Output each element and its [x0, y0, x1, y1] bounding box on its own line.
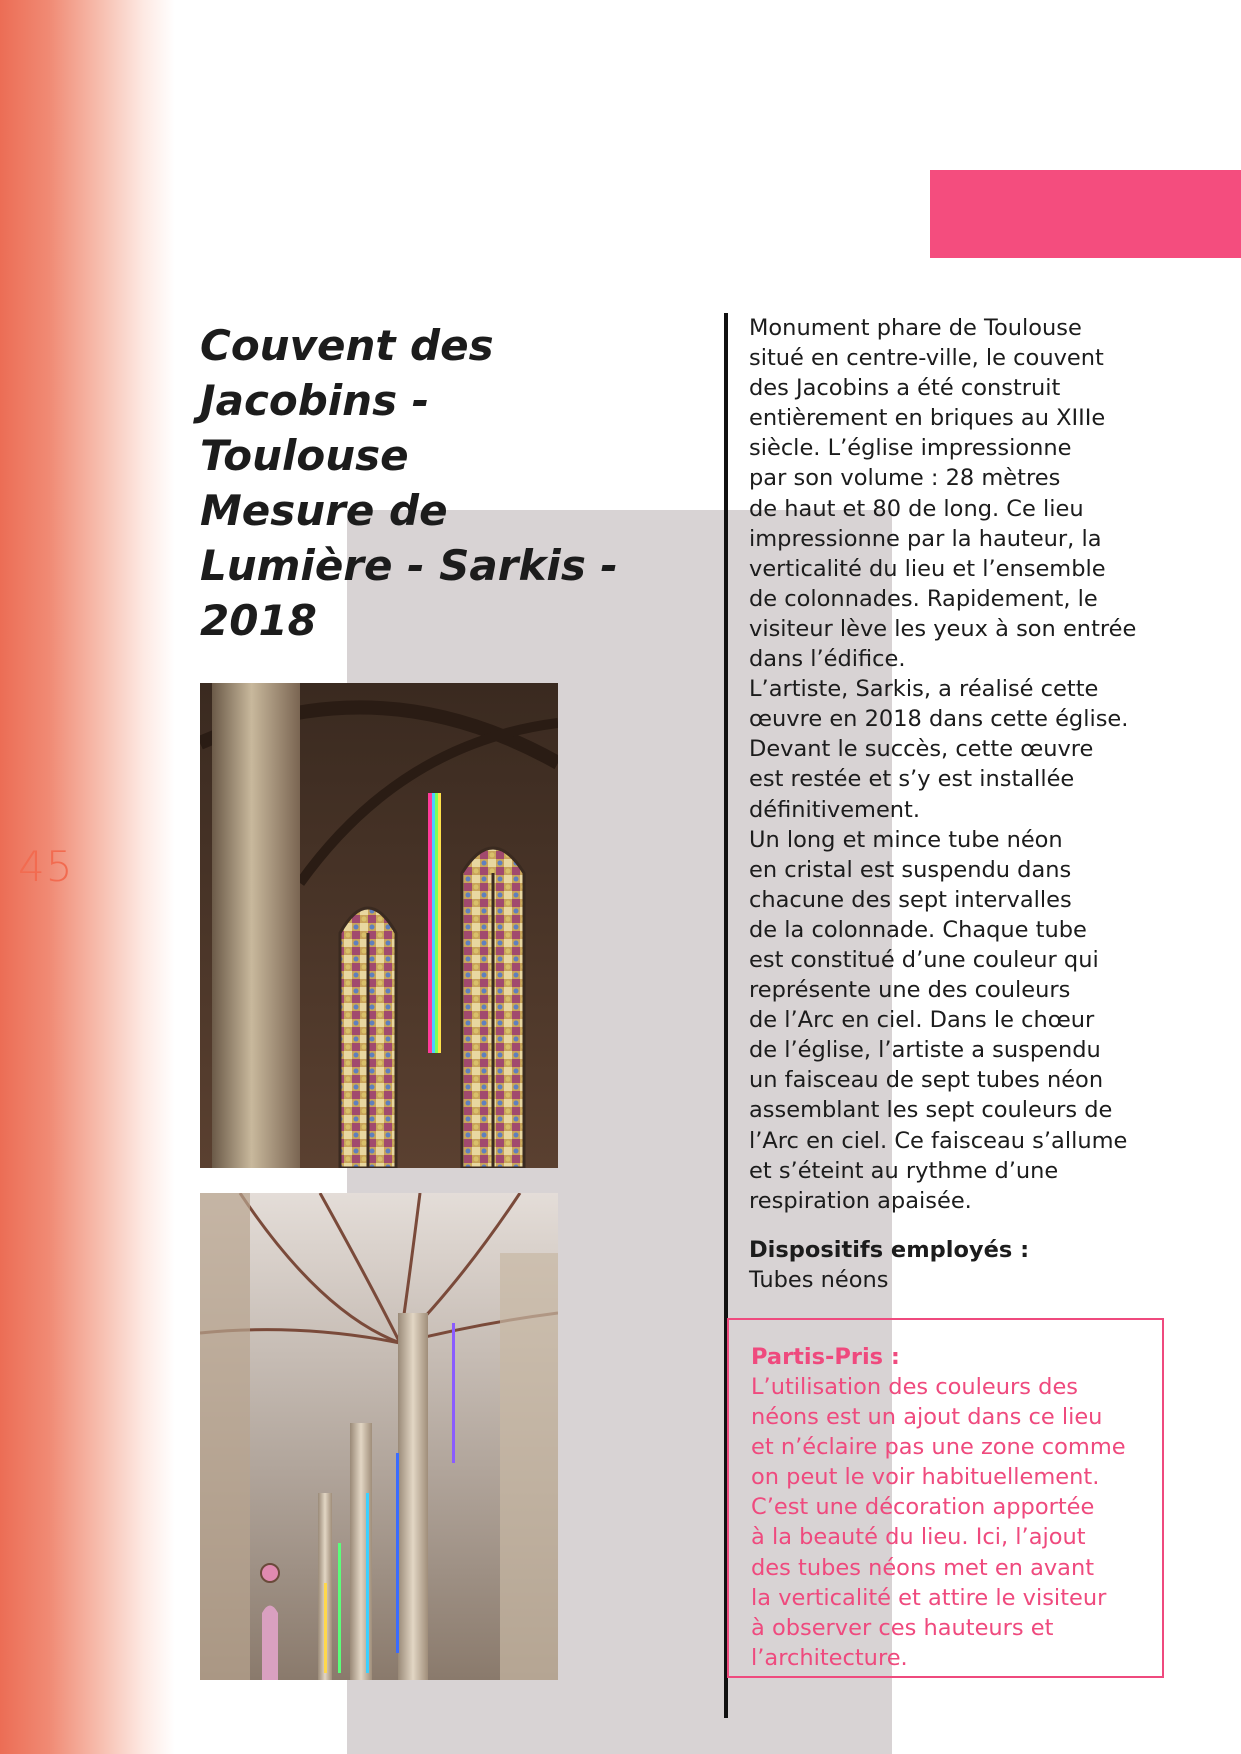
devices-label: Dispositifs employés :: [749, 1237, 1030, 1263]
page-number: 45: [18, 842, 74, 891]
photo-stained-glass-nave: [200, 683, 558, 1168]
description-text: Monument phare de Toulouse situé en centre-ville, le couvent des Jacobins a été construit entièrement en briques au XIIIe siècle. L’église impressionne par son volume : 28 mètres de haut et 80 de long. Ce lieu impressionne par la hauteur, la verticalité du lieu et l’ensemble de colonnades. Rapidement, le visiteur lève les yeux à son entrée dans l’édifice. L’artiste, Sarkis, a réalisé cette œuvre en 2018 dans cette église. Devant le succès, cette œuvre est restée et s’y est installée définitivement. Un long et mince tube néon en cristal est suspendu dans chacune des sept intervalles de la colonnade. Chaque tube est constitué d’une couleur qui représente une des couleurs de l’Arc en ciel. Dans le chœur de l’église, l’artiste a suspendu un faisceau de sept tubes néon assemblant les sept couleurs de l’Arc en ciel. Ce faisceau s’allume et s’éteint au rythme d’une respiration apaisée.: [749, 315, 1137, 1214]
partis-pris-text: L’utilisation des couleurs des néons est un ajout dans ce lieu et n’éclaire pas une zone comme on peut le voir habituellement. C’est une décoration apportée à la beauté du lieu. Ici, l’ajout des tubes néons met en avant la verticalité et attire le visiteur à observer ces hauteurs et l’architecture.: [751, 1374, 1126, 1671]
devices-value: Tubes néons: [749, 1267, 889, 1293]
accent-block: [930, 170, 1241, 258]
partis-pris-label: Partis-Pris :: [751, 1344, 900, 1370]
photo-vaulted-ceiling: [200, 1193, 558, 1680]
page-title: Couvent des Jacobins - Toulouse Mesure de Lumière - Sarkis - 2018: [200, 321, 618, 645]
